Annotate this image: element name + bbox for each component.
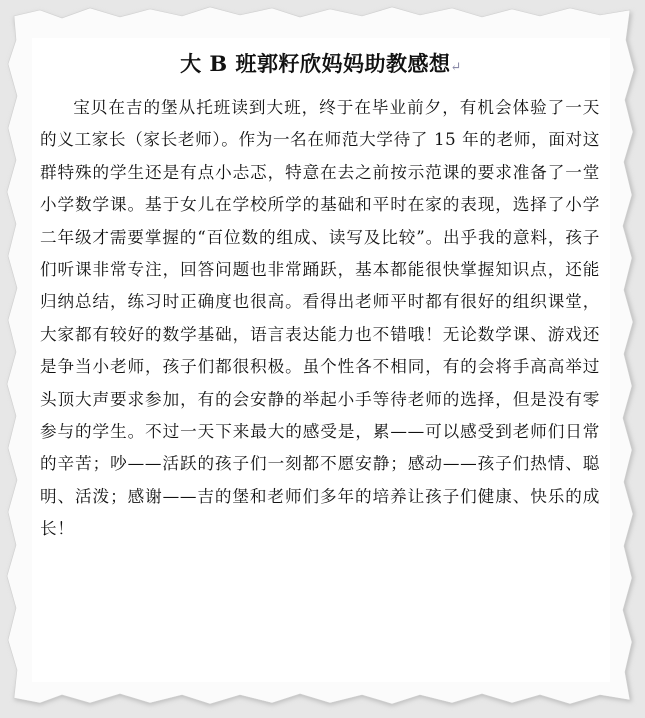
document-body: 宝贝在吉的堡从托班读到大班，终于在毕业前夕，有机会体验了一天的义工家长（家长老师）。作为一名在师范大学待了 15 年的老师，面对这群特殊的学生还是有点小忐忑，特意在去之前按示范课的要求准备了一堂小学数学课。基于女儿在学校所学的基础和平时在家的表现，选择了小学二年级才需要掌握的“百位数的组成、读写及比较”。出乎我的意料，孩子们听课非常专注，回答问题也非常踊跃，基本都能很快掌握知识点，还能归纳总结，练习时正确度也很高。看得出老师平时都有很好的组织课堂，大家都有较好的数学基础，语言表达能力也不错哦！无论数学课、游戏还是争当小老师，孩子们都很积极。虽个性各不相同，有的会将手高高举过头顶大声要求参加，有的会安静的举起小手等待老师的选择，但是没有零参与的学生。不过一天下来最大的感受是，累——可以感受到老师们日常的辛苦；吵——活跃的孩子们一刻都不愿安静；感动——孩子们热情、聪明、活泼；感谢——吉的堡和老师们多年的培养让孩子们健康、快乐的成长！ (40, 98, 600, 539)
document-title (32, 50, 610, 82)
document-title-text: 大 B 班郭籽欣妈妈助教感想 (180, 51, 451, 76)
paragraph-mark: ↵ (450, 60, 462, 75)
document-page (32, 38, 610, 682)
